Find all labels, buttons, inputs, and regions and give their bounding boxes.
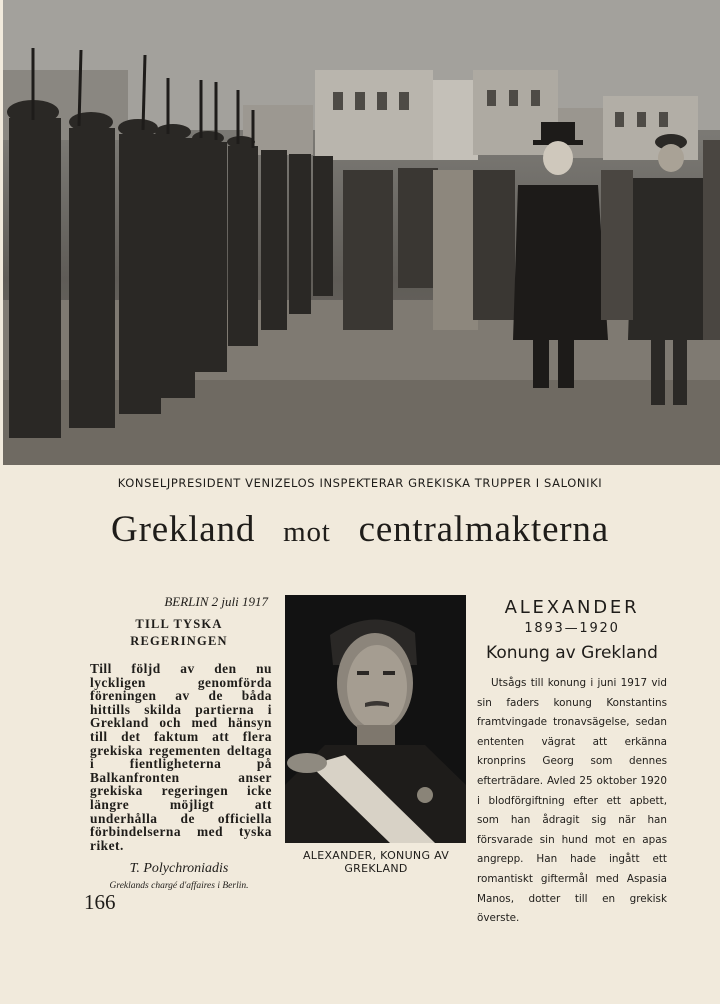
telegram-signer: T. Polychroniadis bbox=[129, 861, 229, 877]
headline-word-centralmakterna: centralmakterna bbox=[358, 509, 609, 550]
troop-inspection-illustration bbox=[3, 0, 720, 465]
troop-inspection-photo bbox=[3, 0, 720, 465]
telegram-signer-role: Greklands chargé d'affaires i Berlin. bbox=[109, 881, 249, 892]
biography-column bbox=[477, 597, 667, 929]
portrait-photo bbox=[285, 595, 466, 843]
telegram-address: TILL TYSKA REGERINGEN bbox=[130, 617, 228, 648]
bio-years: 1893—1920 bbox=[524, 621, 620, 636]
king-portrait-illustration bbox=[285, 595, 466, 843]
telegram-dateline: BERLIN 2 juli 1917 bbox=[164, 594, 268, 609]
headline-word-grekland: Grekland bbox=[111, 509, 256, 550]
portrait-caption: ALEXANDER, KONUNG AV GREKLAND bbox=[302, 849, 450, 875]
page-headline bbox=[0, 508, 720, 551]
headline-word-mot: mot bbox=[283, 516, 331, 548]
bio-title: Konung av Grekland bbox=[486, 643, 658, 663]
photo-caption: KONSELJPRESIDENT VENIZELOS INSPEKTERAR GREKISKA TRUPPER I SALONIKI bbox=[117, 476, 603, 490]
bio-text: Utsågs till konung i juni 1917 vid sin faders konung Konstantins framtvingade tronavsägelse, sedan ententen vägrat att erkänna kronprins Georg som dennes efterträdare. Avled 25 oktober 1920 i blodförgiftning efter ett apbett, som han ådragit sig när han försvarade sin hund mot en apas angrepp. Han hade ingått ett romantiskt giftermål med Aspasia Manos, dotter till en grekisk överste. bbox=[477, 677, 667, 925]
page-number: 166 bbox=[84, 890, 116, 914]
telegram-column bbox=[86, 594, 272, 891]
telegram-body: Till följd av den nu lyckligen genomförda föreningen av de båda hittills skilda partierna i Grekland och med hänsyn till det faktum att flera grekiska regementen deltaga i fientligheterna på Balkanfronten anser grekiska regeringen icke längre möjligt att underhålla de officiella förbindelserna med tyska riket. bbox=[90, 661, 272, 853]
bio-name: ALEXANDER bbox=[504, 597, 640, 618]
